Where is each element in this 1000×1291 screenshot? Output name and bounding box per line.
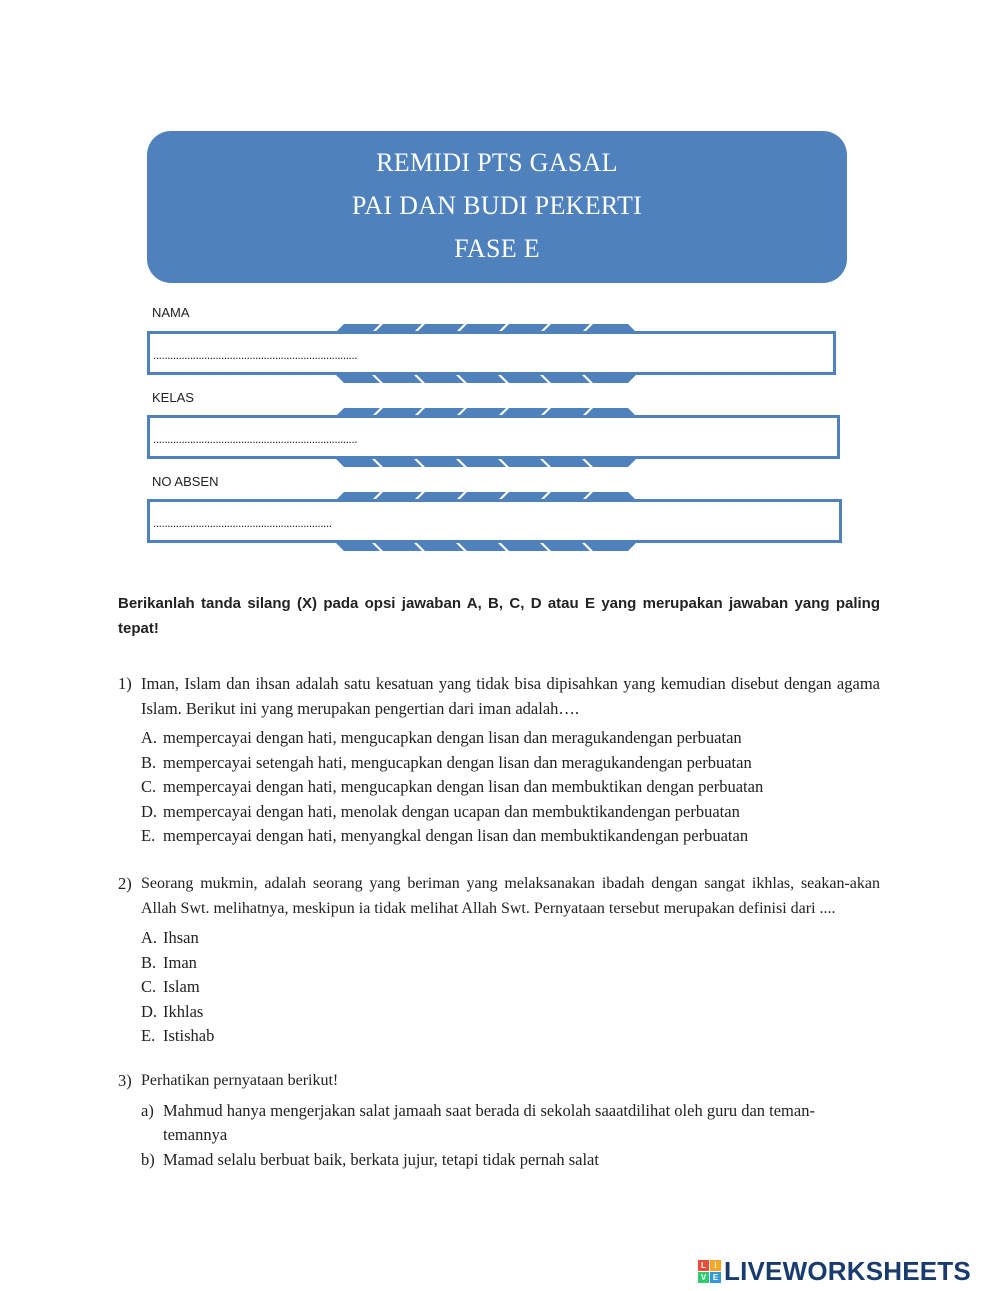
statement-text: Mahmud hanya mengerjakan salat jamaah saat berada di sekolah saaatdilihat oleh guru dan teman-temannya xyxy=(163,1100,815,1144)
statement-letter: a) xyxy=(141,1100,154,1120)
kelas-bottom-decoration xyxy=(336,459,636,467)
option-e[interactable] xyxy=(141,824,880,849)
logo-letter-e: E xyxy=(710,1272,721,1283)
statement-list xyxy=(118,1099,880,1173)
question-text: Perhatikan pernyataan berikut! xyxy=(141,1072,339,1089)
option-letter: B. xyxy=(141,952,157,972)
statement-text: Mamad selalu berbuat baik, berkata jujur, tetapi tidak pernah salat xyxy=(163,1149,599,1169)
kelas-value: ........................................................................ xyxy=(153,432,358,446)
option-text: mempercayai dengan hati, mengucapkan dengan lisan dan meragukandengan perbuatan xyxy=(163,728,742,747)
option-b[interactable] xyxy=(141,951,880,976)
title-line-1: REMIDI PTS GASAL xyxy=(376,148,618,177)
option-letter: B. xyxy=(141,752,157,772)
question-1 xyxy=(118,672,880,849)
worksheet-title-banner xyxy=(147,131,847,283)
absen-value: ............................................................... xyxy=(153,516,332,530)
instruction-text: Berikanlah tanda silang (X) pada opsi jawaban A, B, C, D atau E yang merupakan jawaban yang paling tepat! xyxy=(118,595,880,637)
title-line-2: PAI DAN BUDI PEKERTI xyxy=(351,191,643,220)
option-text: mempercayai dengan hati, menolak dengan ucapan dan membuktikandengan perbuatan xyxy=(163,801,740,821)
logo-letter-i: I xyxy=(710,1260,721,1271)
nama-value: ........................................................................ xyxy=(153,348,358,362)
logo-icon xyxy=(698,1260,721,1283)
question-number: 1) xyxy=(118,674,132,693)
option-letter: A. xyxy=(141,728,158,747)
option-text: mempercayai dengan hati, mengucapkan dengan lisan dan membuktikan dengan perbuatan xyxy=(163,777,764,797)
question-number: 2) xyxy=(118,874,132,893)
option-text: Ihsan xyxy=(163,928,199,947)
option-letter: D. xyxy=(141,1001,158,1021)
option-d[interactable] xyxy=(141,800,880,825)
nama-bottom-decoration xyxy=(336,375,636,383)
absen-bottom-decoration xyxy=(336,543,636,551)
option-letter: E. xyxy=(141,826,156,846)
option-letter: E. xyxy=(141,1026,156,1046)
option-text: mempercayai dengan hati, menyangkal dengan lisan dan membuktikandengan perbuatan xyxy=(163,826,749,846)
option-c[interactable] xyxy=(141,775,880,800)
option-text: Islam xyxy=(163,977,200,997)
kelas-label: KELAS xyxy=(152,390,194,405)
liveworksheets-logo xyxy=(698,1255,971,1286)
kelas-field[interactable] xyxy=(147,415,840,459)
answer-options xyxy=(141,926,880,1049)
question-text: Seorang mukmin, adalah seorang yang beriman yang melaksanakan ibadah dengan sangat ikhlas, seakan-akan Allah Swt. melihatnya, meskipun ia tidak melihat Allah Swt. Pernyataan tersebut merupakan definisi dari .... xyxy=(141,875,880,917)
option-text: Ikhlas xyxy=(163,1001,204,1021)
option-text: mempercayai setengah hati, mengucapkan dengan lisan dan meragukandengan perbuatan xyxy=(163,752,752,772)
logo-text: LIVEWORKSHEETS xyxy=(724,1255,971,1286)
nama-label: NAMA xyxy=(152,305,190,320)
question-3 xyxy=(118,1069,880,1172)
logo-letter-l: L xyxy=(698,1260,709,1271)
option-e[interactable] xyxy=(141,1024,880,1049)
nama-field[interactable] xyxy=(147,331,836,375)
question-number: 3) xyxy=(118,1071,132,1090)
option-b[interactable] xyxy=(141,751,880,776)
option-a[interactable] xyxy=(141,926,880,951)
option-d[interactable] xyxy=(141,1000,880,1025)
title-line-3: FASE E xyxy=(454,234,540,263)
option-text: Istishab xyxy=(163,1026,215,1046)
absen-field[interactable] xyxy=(147,499,842,543)
logo-letter-v: V xyxy=(698,1272,709,1283)
statement-b xyxy=(141,1148,880,1173)
question-text: Iman, Islam dan ihsan adalah satu kesatuan yang tidak bisa dipisahkan yang kemudian disebut dengan agama Islam. Berikut ini yang merupakan pengertian dari iman adalah…. xyxy=(141,674,880,718)
absen-label: NO ABSEN xyxy=(152,474,219,489)
option-a[interactable] xyxy=(141,726,880,751)
option-text: Iman xyxy=(163,952,197,972)
option-letter: C. xyxy=(141,977,157,997)
statement-a xyxy=(141,1099,863,1148)
statement-letter: b) xyxy=(141,1149,155,1169)
answer-options xyxy=(141,726,880,849)
option-letter: C. xyxy=(141,777,157,797)
option-c[interactable] xyxy=(141,975,880,1000)
option-letter: A. xyxy=(141,928,158,947)
option-letter: D. xyxy=(141,801,158,821)
question-2 xyxy=(118,872,880,1049)
